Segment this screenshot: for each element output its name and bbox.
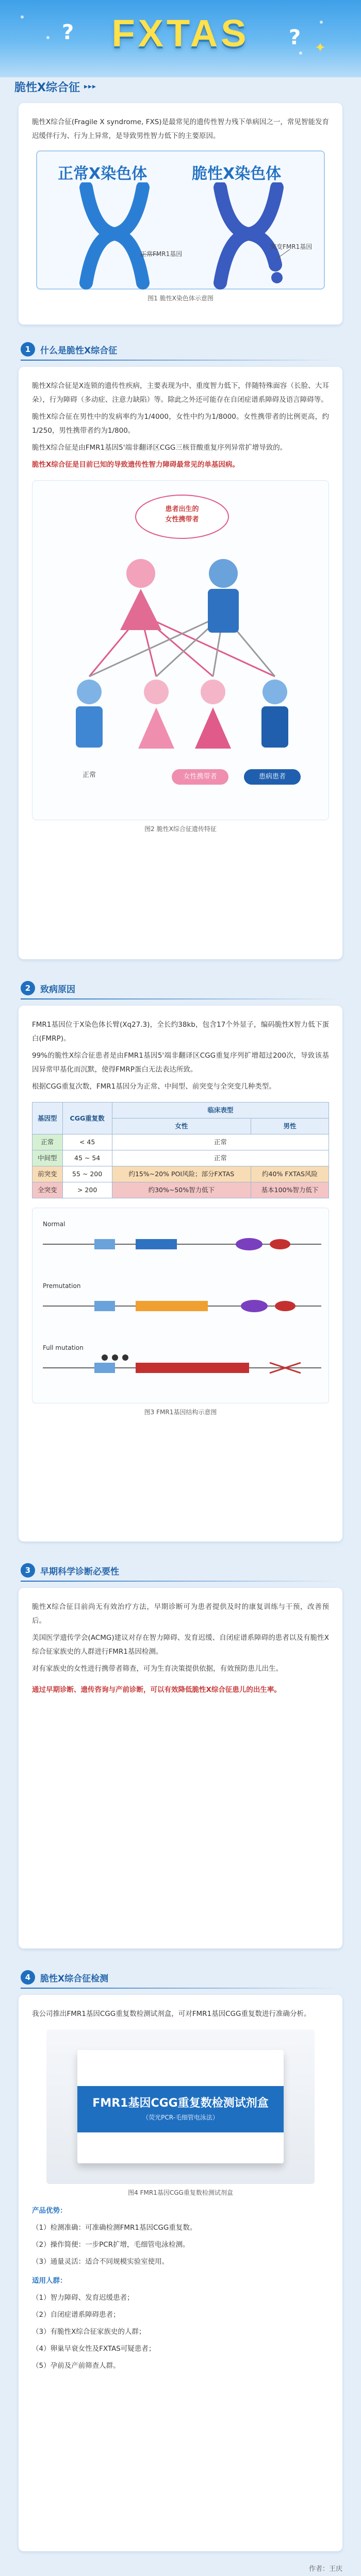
table-header: 临床表型 [112, 1103, 329, 1118]
divider [21, 360, 340, 361]
list-item: （4）卵巢早衰女性及FXTAS可疑患者； [32, 2345, 156, 2353]
legend-affected: 患病患者 [244, 769, 301, 785]
list-item: （3）通量灵活：适合不同规模实验室使用。 [32, 2258, 169, 2266]
diagram-label: Premutation [43, 1282, 81, 1290]
section-3-heading [21, 1561, 119, 1580]
table-row [32, 1134, 329, 1150]
diagram-label: Full mutation [43, 1344, 84, 1351]
section-1-card [19, 367, 342, 959]
table-cell: 基本100%智力低下 [251, 1182, 329, 1198]
table-header: 女性 [112, 1118, 251, 1134]
section-number: 3 [21, 1563, 35, 1578]
intro-text: 脆性X综合征(Fragile X syndrome, FXS)是最常见的遗传性智力残下单病因之一，常见智能发育迟缓伴行为、行为上异常，是导致男性智力低下的主要原因。 [32, 118, 329, 140]
applications-title: 适用人群： [32, 2277, 67, 2285]
list-item: （2）操作简便：一步PCR扩增，毛细管电泳检测。 [32, 2241, 190, 2249]
question-mark-icon: ? [62, 21, 74, 44]
table-row [32, 1166, 329, 1182]
paragraph: 我公司推出FMR1基因CGG重复数检测试剂盒，可对FMR1基因CGG重复数进行准确分析。 [32, 2010, 311, 2018]
table-header: CGG重复数 [62, 1103, 112, 1134]
section-2-heading [21, 979, 75, 997]
section-title: 什么是脆性X综合征 [40, 345, 118, 356]
kit-subtitle: （荧光PCR-毛细管电泳法） [142, 2114, 219, 2121]
legend-normal: 正常 [82, 771, 96, 779]
table-row [32, 1182, 329, 1198]
header-banner [0, 0, 361, 77]
table-header: 男性 [251, 1118, 329, 1134]
paragraph: 脆性X综合征目前尚无有效治疗方法，早期诊断可为患者提供及时的康复训练与干预，改善预后。 [32, 1603, 329, 1625]
section-number: 4 [21, 1970, 35, 1985]
section-3-card [19, 1588, 342, 1948]
normal-x-label: 正常X染色体 [58, 165, 147, 183]
divider [21, 998, 340, 999]
figure-caption: 图4 FMR1基因CGG重复数检测试剂盒 [128, 2189, 233, 2196]
table-cell: 正常 [112, 1150, 329, 1166]
table-cell: 正常 [32, 1134, 63, 1150]
pedigree-figure [32, 480, 329, 820]
table-cell: 45 ~ 54 [62, 1150, 112, 1166]
product-image [46, 2029, 315, 2184]
kit-box [77, 2050, 284, 2163]
table-cell: 前突变 [32, 1166, 63, 1182]
brand-title: FXTAS [111, 12, 250, 55]
table-cell: 约15%~20% POI风险；部分FXTAS [112, 1166, 251, 1182]
arrows-icon: ▸▸▸ [84, 82, 97, 91]
legend-carrier: 女性携带者 [172, 769, 228, 785]
fragile-x-label: 脆性X染色体 [192, 165, 282, 183]
features-title: 产品优势： [32, 2207, 67, 2215]
emphasis-text: 脆性X综合征是目前已知的导致遗传性智力障碍最常见的单基因病。 [32, 461, 239, 469]
paragraph: 对有家族史的女性进行携带者筛查，可为生育决策提供依据，有效预防患儿出生。 [32, 1665, 283, 1673]
gene-structure-drawing [32, 1208, 330, 1404]
table-header: 基因型 [32, 1103, 63, 1134]
section-1-heading [21, 340, 117, 359]
list-item: （1）检测准确：可准确检测FMR1基因CGG重复数。 [32, 2224, 197, 2232]
normal-gene-label: 正常FMR1基因 [140, 250, 183, 258]
question-mark-icon: ? [289, 26, 301, 49]
gene-structure-figure [32, 1208, 329, 1403]
paragraph: 美国医学遗传学会(ACMG)建议对存在智力障碍、发育迟缓、自闭症谱系障碍的患者以及有脆性X综合征家族史的人群进行FMR1基因检测。 [32, 1634, 329, 1656]
diagram-label: Normal [43, 1221, 65, 1228]
page-title-text: 脆性X综合征 [14, 81, 80, 94]
table-cell: 中间型 [32, 1150, 63, 1166]
pedigree-bubble-text: 患者出生的 女性携带者 [165, 505, 199, 523]
section-4-card [19, 1995, 342, 2551]
chromosome-drawing [37, 182, 324, 291]
section-number: 2 [21, 981, 35, 995]
table-cell: 全突变 [32, 1182, 63, 1198]
table-cell: 正常 [112, 1134, 329, 1150]
divider [21, 1581, 340, 1582]
figure-caption: 图3 FMR1基因结构示意图 [144, 1409, 217, 1416]
table-cell: > 200 [62, 1182, 112, 1198]
list-item: （1）智力障碍、发育迟缓患者； [32, 2294, 134, 2302]
paragraph: 脆性X综合征在男性中的发病率约为1/4000，女性中约为1/8000。女性携带者的比例更高，约1/250，男性携带者约为1/800。 [32, 413, 329, 435]
paragraph: 脆性X综合征是X连锁的遗传性疾病，主要表现为中、重度智力低下，伴随特殊面容（长脸、大耳朵），行为障碍（多动症、注意力缺陷）等。除此之外还可能存在自闭症谱系障碍及语言障碍等。 [32, 382, 329, 404]
fragile-gene-label: 突变FMR1基因 [270, 243, 313, 250]
table-cell: 约30%~50%智力低下 [112, 1182, 251, 1198]
paragraph: 99%的脆性X综合征患者是由FMR1基因5'端非翻译区CGG重复序列扩增超过200次，导致该基因异常甲基化而沉默，使得FMRP蛋白无法表达所致。 [32, 1052, 329, 1074]
paragraph: 脆性X综合征是由FMR1基因5'端非翻译区CGG三核苷酸重复序列异常扩增导致的。 [32, 444, 287, 452]
figure-caption: 图1 脆性X染色体示意图 [147, 295, 214, 302]
list-item: （2）自闭症谱系障碍患者； [32, 2311, 120, 2319]
star-icon: ✦ [315, 40, 326, 56]
section-2-card [19, 1006, 342, 1541]
table-row [32, 1150, 329, 1166]
figure-caption: 图2 脆性X综合征遗传特征 [144, 825, 217, 833]
paragraph: FMR1基因位于X染色体长臂(Xq27.3)，全长约38kb，包含17个外显子，编码脆性X智力低下蛋白(FMRP)。 [32, 1021, 329, 1043]
author: 作者：王庆 [308, 2565, 342, 2573]
table-cell: 55 ~ 200 [62, 1166, 112, 1182]
cgg-table [32, 1102, 329, 1198]
emphasis-text: 通过早期诊断、遗传咨询与产前诊断，可以有效降低脆性X综合征患儿的出生率。 [32, 1686, 281, 1694]
section-number: 1 [21, 342, 35, 357]
list-item: （5）孕前及产前筛查人群。 [32, 2362, 120, 2370]
divider [21, 1988, 340, 1989]
section-title: 致病原因 [40, 984, 75, 995]
kit-title: FMR1基因CGG重复数检测试剂盒 [92, 2097, 269, 2110]
section-4-heading [21, 1968, 108, 1987]
table-cell: 约40% FXTAS风险 [251, 1166, 329, 1182]
chromosome-figure [36, 150, 325, 290]
page-title [14, 77, 96, 96]
list-item: （3）有脆性X综合征家族史的人群； [32, 2328, 146, 2336]
section-title: 脆性X综合征检测 [40, 1973, 109, 1984]
table-cell: < 45 [62, 1134, 112, 1150]
section-title: 早期科学诊断必要性 [40, 1566, 119, 1577]
paragraph: 根据CGG重复次数，FMR1基因分为正常、中间型、前突变与全突变几种类型。 [32, 1082, 276, 1091]
intro-card [19, 103, 342, 325]
